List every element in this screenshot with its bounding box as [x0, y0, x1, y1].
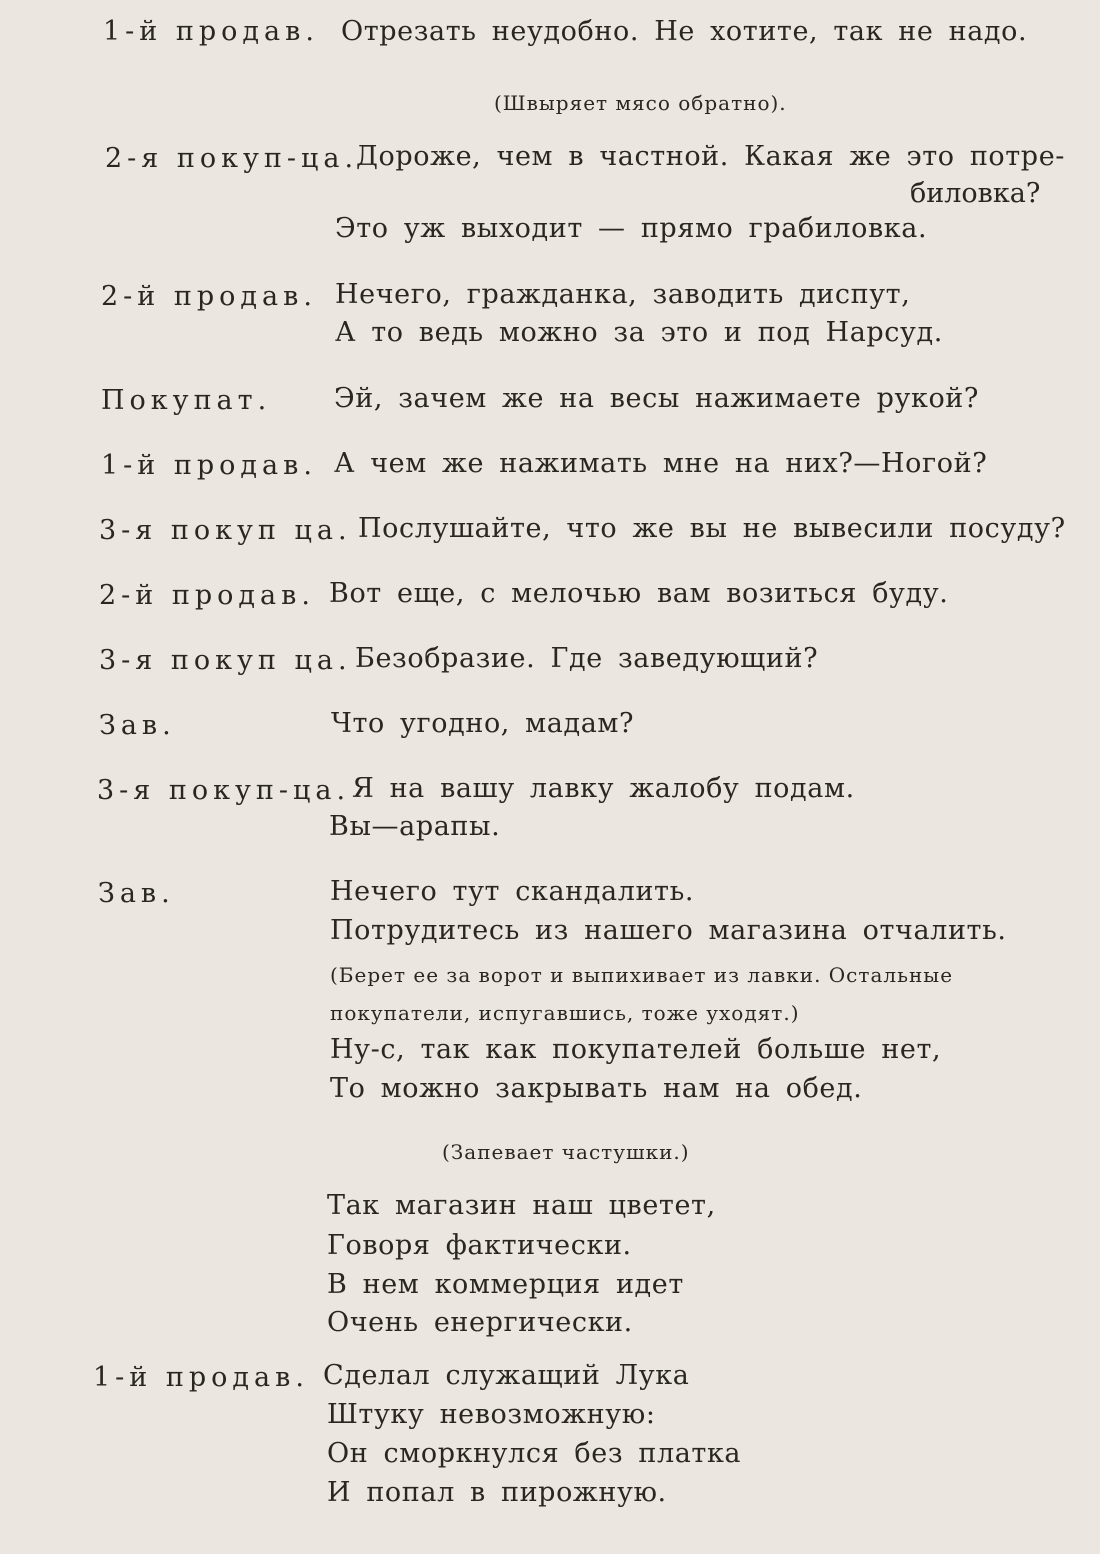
stage-direction: (Швыряет мясо обратно).: [494, 91, 787, 115]
stage-direction: (Берет ее за ворот и выпихивает из лавки. Остальные: [330, 963, 954, 987]
dialogue-line: То можно закрывать нам на обед.: [330, 1073, 863, 1104]
speaker-label: 3-я покуп ца.: [99, 645, 352, 676]
dialogue-line: Я на вашу лавку жалобу подам.: [352, 773, 855, 804]
dialogue-line: Вот еще, с мелочью вам возиться буду.: [329, 578, 949, 609]
dialogue-line: Безобразие. Где заведующий?: [355, 643, 819, 674]
verse-line: И попал в пирожную.: [327, 1477, 667, 1508]
verse-line: Сделал служащий Лука: [323, 1360, 690, 1391]
dialogue-line: Нечего, гражданка, заводить диспут,: [335, 279, 911, 310]
verse-line: Очень енергически.: [327, 1307, 633, 1338]
dialogue-line: Нечего тут скандалить.: [330, 876, 695, 907]
speaker-label: 3-я покуп ца.: [99, 515, 352, 546]
speaker-label: 1-й продав.: [103, 16, 319, 47]
dialogue-line: Эй, зачем же на весы нажимаете рукой?: [334, 383, 979, 414]
verse-line: Говоря фактически.: [327, 1230, 632, 1261]
speaker-label: 1-й продав.: [93, 1362, 309, 1393]
speaker-label: 1-й продав.: [101, 450, 317, 481]
speaker-label: 2-я покуп-ца.: [105, 143, 359, 174]
stage-direction: покупатели, испугавшись, тоже уходят.): [330, 1001, 800, 1025]
dialogue-line: биловка?: [910, 178, 1041, 209]
dialogue-line: А то ведь можно за это и под Нарсуд.: [335, 317, 943, 348]
dialogue-line: Дороже, чем в частной. Какая же это потре-: [356, 141, 1065, 172]
speaker-label: Покупат.: [101, 385, 272, 416]
verse-line: В нем коммерция идет: [327, 1269, 684, 1300]
dialogue-line: Ну-с, так как покупателей больше нет,: [330, 1034, 942, 1065]
dialogue-line: Потрудитесь из нашего магазина отчалить.: [330, 915, 1007, 946]
verse-line: Он сморкнулся без платка: [327, 1438, 742, 1469]
verse-line: Так магазин наш цветет,: [327, 1190, 716, 1221]
verse-line: Штуку невозможную:: [327, 1399, 656, 1430]
speaker-label: 2-й продав.: [99, 580, 315, 611]
dialogue-line: А чем же нажимать мне на них?—Ногой?: [334, 448, 988, 479]
speaker-label: 3-я покуп-ца.: [97, 775, 351, 806]
speaker-label: Зав.: [99, 710, 176, 741]
speaker-label: Зав.: [98, 878, 175, 909]
dialogue-line: Послушайте, что же вы не вывесили посуду?: [358, 513, 1066, 544]
stage-direction: (Запевает частушки.): [442, 1140, 690, 1164]
dialogue-line: Отрезать неудобно. Не хотите, так не надо.: [341, 16, 1028, 47]
dialogue-line: Вы—арапы.: [329, 811, 501, 842]
dialogue-line: Это уж выходит — прямо грабиловка.: [335, 213, 928, 244]
speaker-label: 2-й продав.: [101, 281, 317, 312]
dialogue-line: Что угодно, мадам?: [331, 708, 635, 739]
